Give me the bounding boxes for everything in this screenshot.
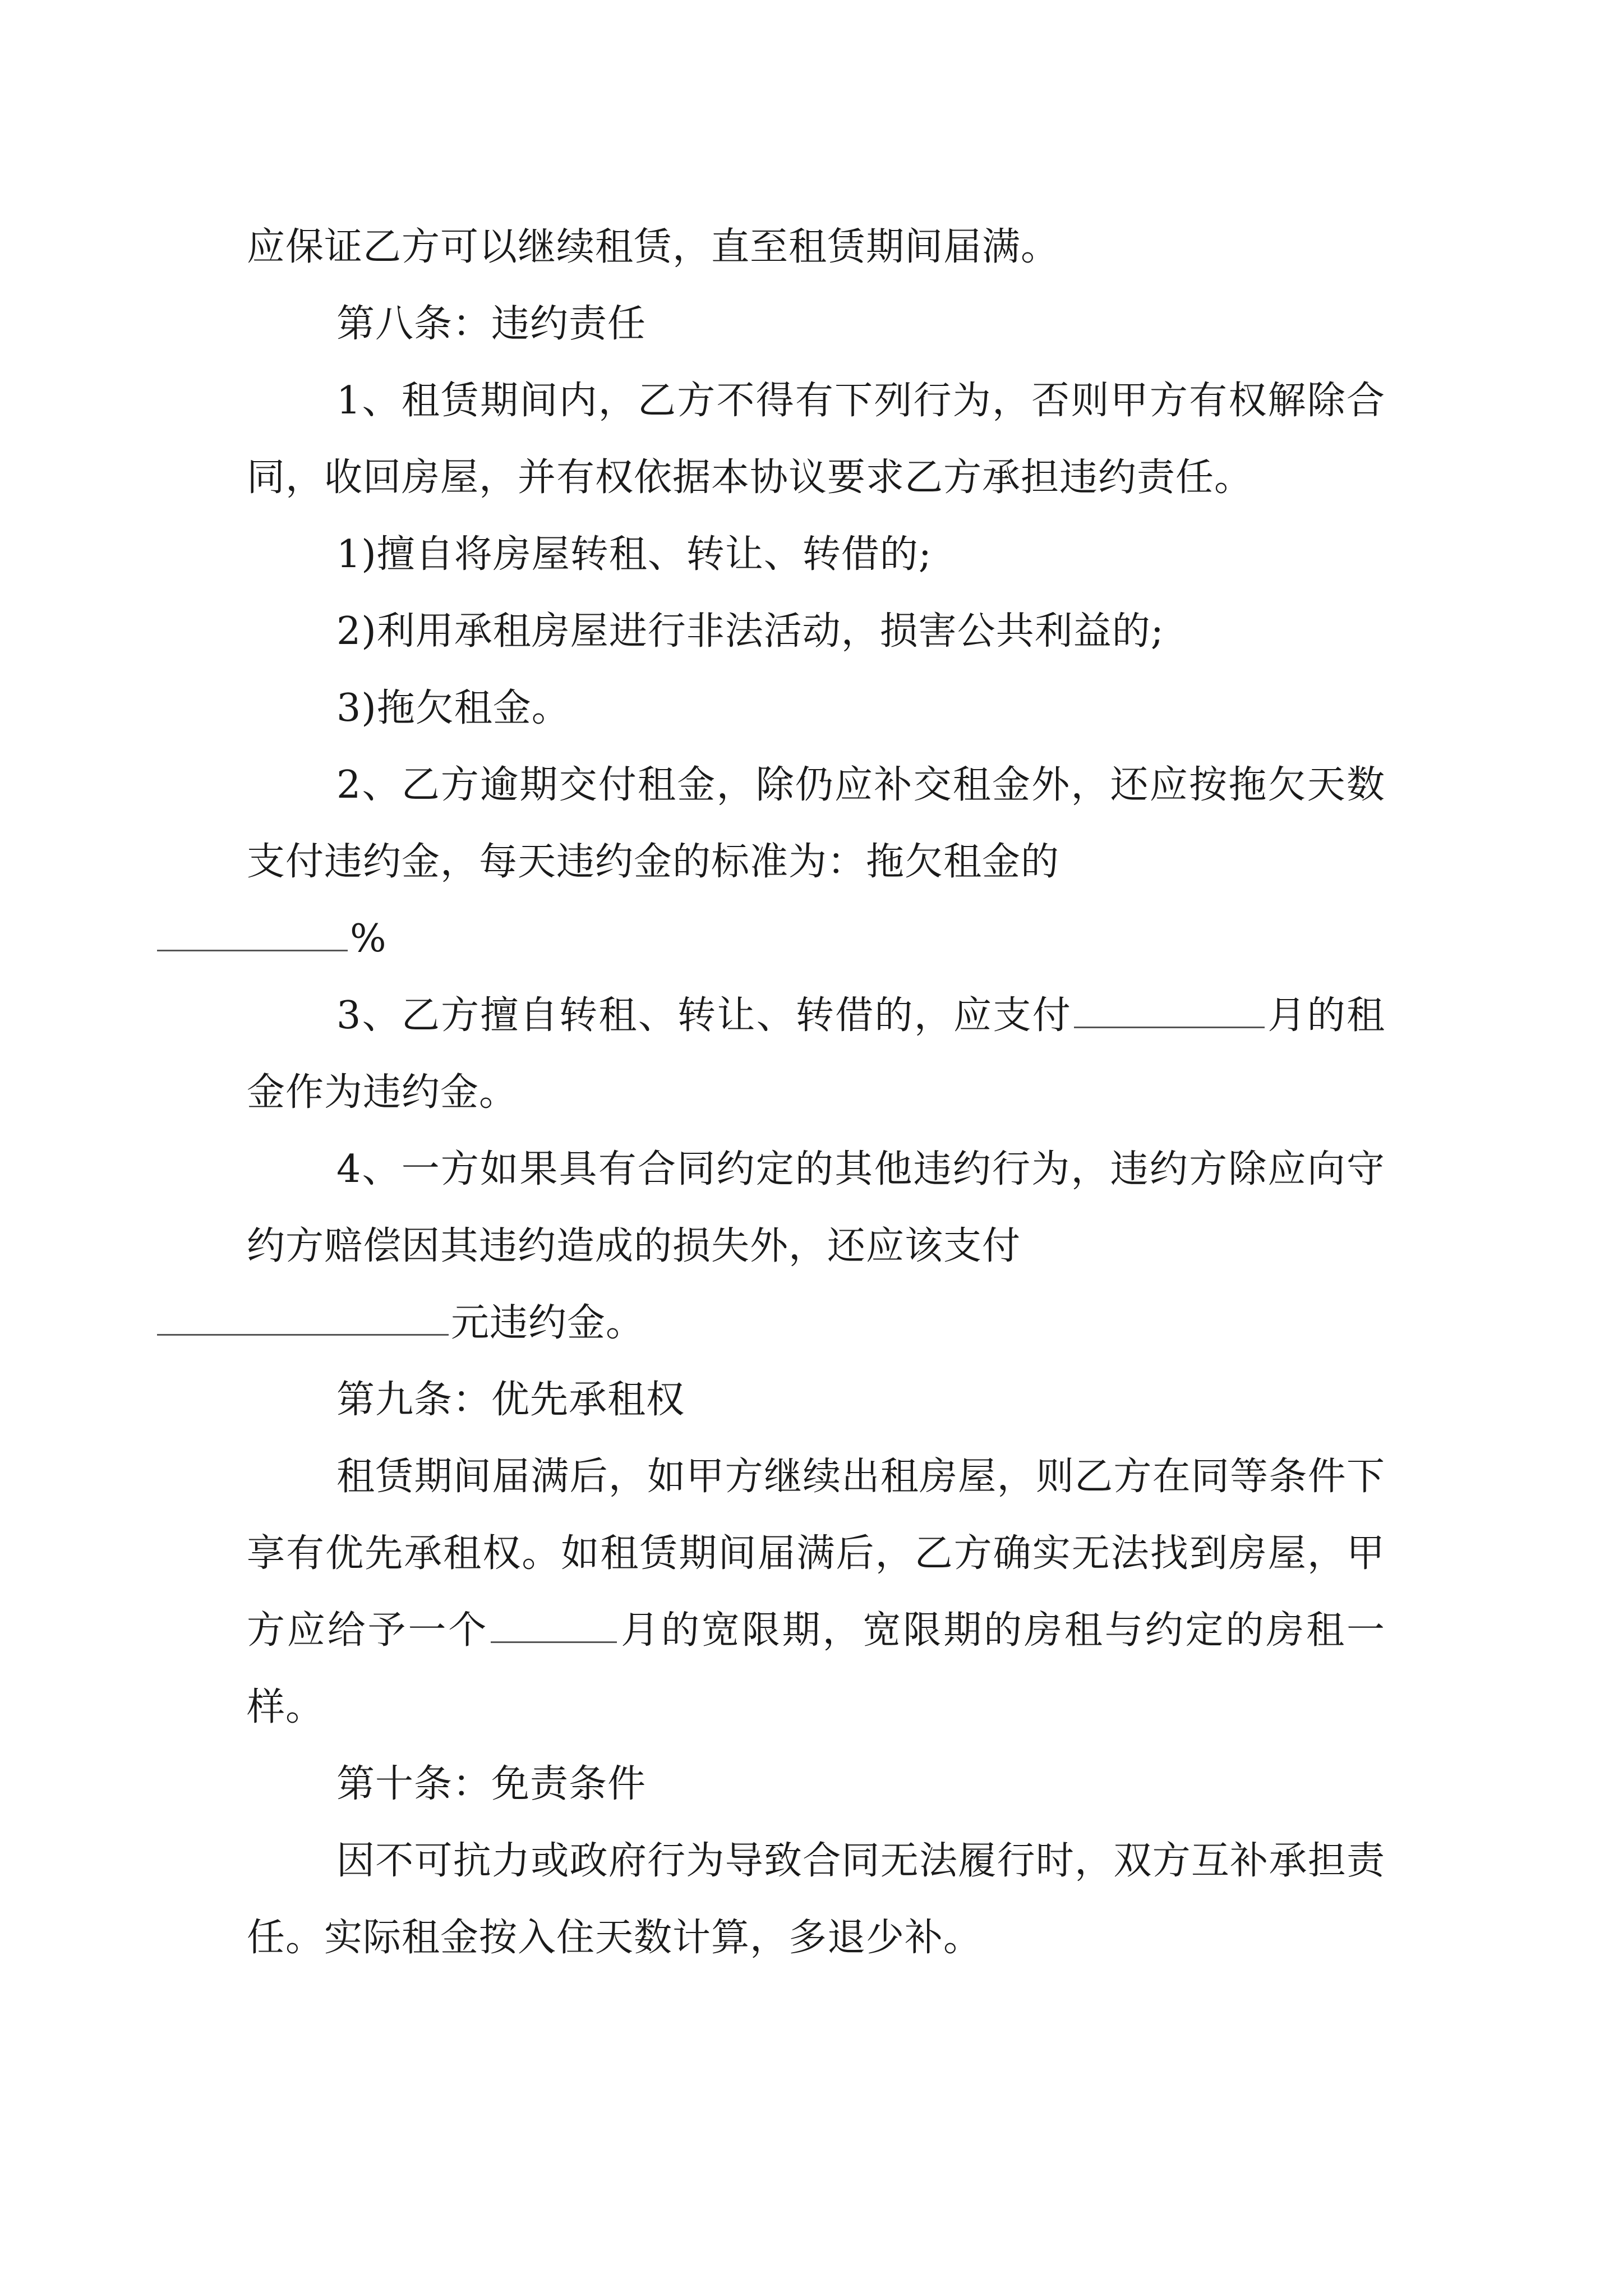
fill-in-blank (157, 915, 348, 951)
article-9-heading (247, 1361, 1385, 1438)
clause-8-3 (247, 977, 1385, 1131)
list-item-text: 2)利用承租房屋进行非法活动，损害公共利益的; (336, 609, 1164, 654)
paragraph-text: 元违约金。 (451, 1301, 645, 1345)
clause-8-1 (247, 362, 1385, 516)
fill-in-blank (1074, 992, 1265, 1028)
paragraph-text: 3、乙方擅自转租、转让、转借的，应支付 (336, 993, 1072, 1038)
heading-text: 第八条：违约责任 (336, 302, 647, 346)
fill-in-blank (157, 1299, 449, 1336)
heading-text: 第十条：免责条件 (336, 1762, 647, 1806)
article-9-body (247, 1438, 1385, 1746)
article-10-body (247, 1823, 1385, 1976)
paragraph-continuation (247, 209, 1385, 286)
article-8-heading (247, 286, 1385, 362)
paragraph-text: 2、乙方逾期交付租金，除仍应补交租金外，还应按拖欠天数支付违约金，每天违约金的标准为：拖欠租金的 (247, 763, 1385, 884)
paragraph-text: 应保证乙方可以继续租赁，直至租赁期间届满。 (247, 225, 1060, 269)
paragraph-text: 租赁期间届满后，如甲方继续出租房屋，则乙方在同等条件下享有优先承租权。如租赁期间届满后，乙方确实无法找到房屋，甲方应给予一个 (247, 1455, 1385, 1653)
clause-8-2 (247, 747, 1385, 977)
clause-8-1-item-3 (247, 670, 1385, 747)
document-body (247, 209, 1385, 1976)
percent-sign: % (350, 917, 387, 961)
fill-in-blank (491, 1607, 617, 1643)
heading-text: 第九条：优先承租权 (336, 1378, 685, 1422)
list-item-text: 3)拖欠租金。 (336, 686, 570, 730)
paragraph-text: 月的宽限期，宽限期的房租与约定的房租一样。 (247, 1608, 1385, 1729)
clause-8-1-item-2 (247, 593, 1385, 670)
clause-8-4 (247, 1131, 1385, 1361)
paragraph-text: 因不可抗力或政府行为导致合同无法履行时，双方互补承担责任。实际租金按入住天数计算，多退少补。 (247, 1839, 1385, 1960)
clause-8-1-item-1 (247, 516, 1385, 593)
paragraph-text: 4、一方如果具有合同约定的其他违约行为，违约方除应向守约方赔偿因其违约造成的损失外，还应该支付 (247, 1147, 1385, 1268)
paragraph-text: 1、租赁期间内，乙方不得有下列行为，否则甲方有权解除合同，收回房屋，并有权依据本协议要求乙方承担违约责任。 (247, 379, 1385, 500)
list-item-text: 1)擅自将房屋转租、转让、转借的; (336, 532, 932, 577)
article-10-heading (247, 1746, 1385, 1823)
paragraph-text: 月的租金作为违约金。 (247, 993, 1385, 1115)
